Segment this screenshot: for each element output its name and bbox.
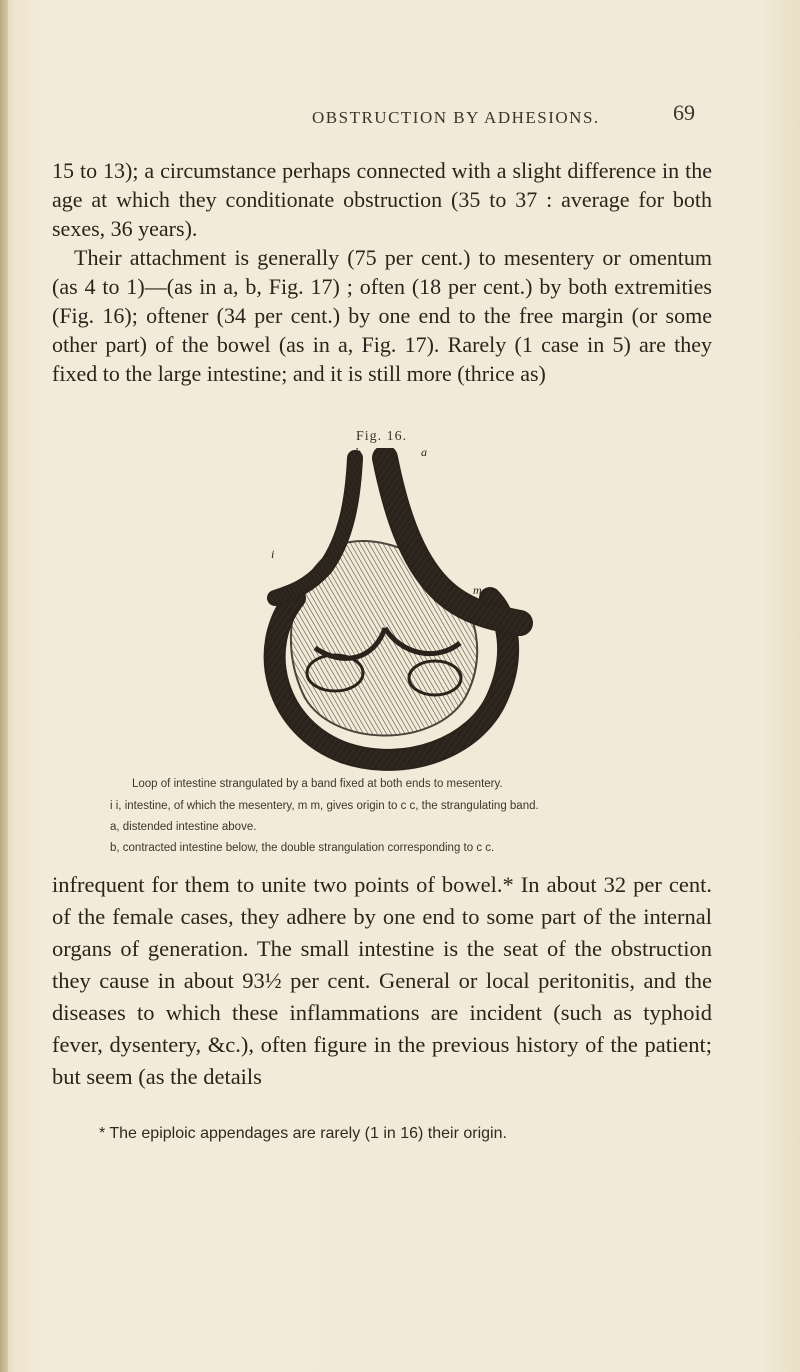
figure-letter-m: m	[473, 583, 482, 597]
body-text-bottom	[52, 869, 712, 1093]
footnote: * The epiploic appendages are rarely (1 in 16) their origin.	[99, 1125, 507, 1142]
paragraph-continuation: 15 to 13); a circumstance perhaps connected with a slight difference in the age at which they conditionate obstruction (35 to 37 : average for both sexes, 36 years).	[52, 158, 712, 241]
figure-legend	[110, 796, 710, 859]
paragraph-continuation-bottom: infrequent for them to unite two points of bowel.* In about 32 per cent. of the female cases, they adhere by one end to some part of the internal organs of generation. The small intestine is the seat of the obstruction they cause in about 93½ per cent. General or local peritonitis, and the diseases to which these inflammations are incident (such as typhoid fever, dysentery, &c.), often figure in the previous history of the patient; but seem (as the details	[52, 872, 712, 1089]
page-binding-edge	[0, 0, 8, 1372]
legend-item: i i, intestine, of which the mesentery, m m, gives origin to c c, the strangulating band.	[110, 800, 539, 812]
figure-label: Fig. 16.	[356, 429, 408, 444]
paragraph-attachment: Their attachment is generally (75 per cent.) to mesentery or omentum (as 4 to 1)—(as in a, b, Fig. 17) ; often (18 per cent.) by both extremities (Fig. 16); oftener (34 per cent.) by one end to the free margin (or some other part) of the bowel (as in a, Fig. 17). Rarely (1 case in 5) are they fixed to the large intestine; and it is still more (thrice as)	[52, 245, 712, 386]
figure-letter-b: b	[355, 448, 361, 459]
legend-item: a, distended intestine above.	[110, 821, 257, 833]
body-text-top	[52, 156, 712, 388]
figure-letter-i-lower: i	[490, 682, 494, 696]
figure-letter-i-upper: i	[271, 547, 275, 561]
page-number: 69	[673, 100, 695, 125]
legend-item: b, contracted intestine below, the double strangulation corresponding to c c.	[110, 842, 495, 854]
intestine-loop-illustration	[235, 448, 535, 778]
figure-letter-a: a	[421, 448, 427, 459]
figure-caption: Loop of intestine strangulated by a band fixed at both ends to mesentery.	[132, 778, 503, 790]
running-title: OBSTRUCTION BY ADHESIONS.	[312, 108, 600, 127]
